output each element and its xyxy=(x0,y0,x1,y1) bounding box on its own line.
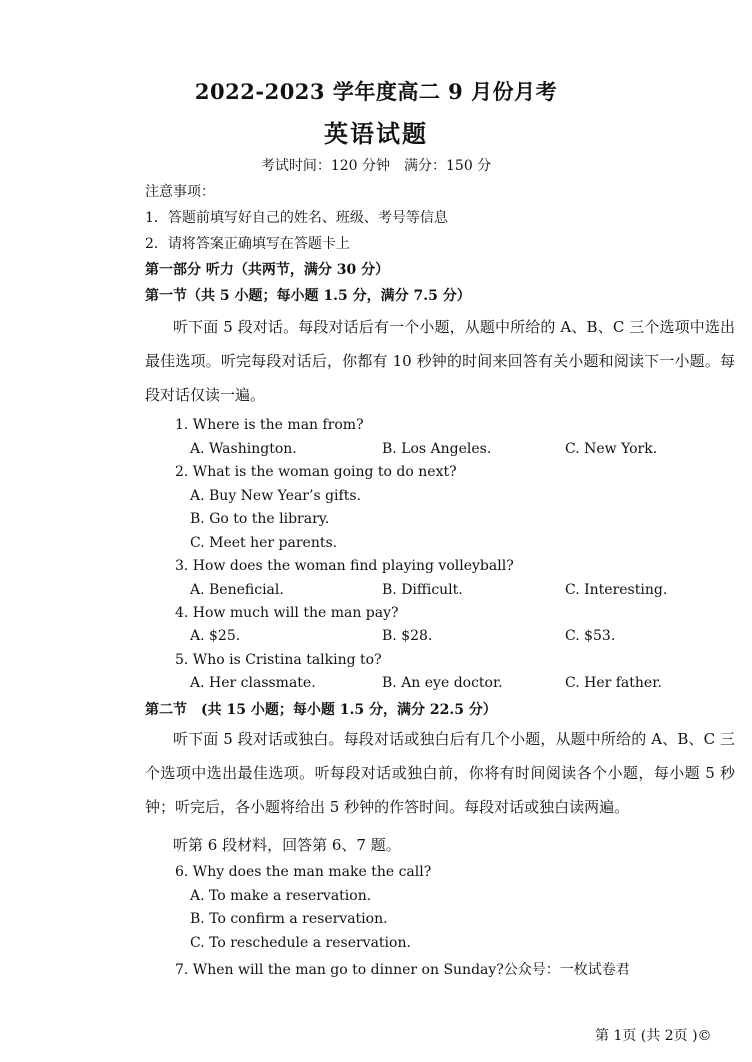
note-item-1: 1．答题前填写好自己的姓名、班级、考号等信息 xyxy=(145,210,448,226)
note-item-2: 2．请将答案正确填写在答题卡上 xyxy=(145,236,350,252)
section2-instructions: 听下面 5 段对话或独白。每段对话或独白后有几个小题，从题中所给的 A、B、C 三个选项中选出最佳选项。听每段对话或独白前，你将有时间阅读各个小题，每小题 5 秒钟；听完后，各小题将给出 5 秒钟的作答时间。每段对话或独白读两遍。 xyxy=(145,730,735,816)
question-5-option-c: C. Her father. xyxy=(565,675,662,691)
question-4-option-c: C. $53. xyxy=(565,628,616,644)
section1-heading: 第一节（共 5 小题；每小题 1.5 分，满分 7.5 分） xyxy=(145,288,471,304)
question-4-option-a: A. $25. xyxy=(190,628,241,644)
question-1-option-a: A. Washington. xyxy=(190,441,297,457)
question-3-option-c: C. Interesting. xyxy=(565,582,668,598)
question-6-stem: 6. Why does the man make the call? xyxy=(175,864,432,880)
exam-info: 考试时间：120 分钟 满分：150 分 xyxy=(260,158,492,174)
question-1-option-c: C. New York. xyxy=(565,441,658,457)
question-3-option-a: A. Beneficial. xyxy=(190,582,284,598)
question-5-stem: 5. Who is Cristina talking to? xyxy=(175,652,382,668)
question-2-option-b: B. Go to the library. xyxy=(190,511,330,527)
question-3-option-b: B. Difficult. xyxy=(382,582,463,598)
exam-title: 2022-2023 学年度高二 9 月份月考 xyxy=(194,79,558,104)
subject-title: 英语试题 xyxy=(324,119,428,148)
question-4-stem: 4. How much will the man pay? xyxy=(175,605,399,621)
part1-heading: 第一部分 听力（共两节，满分 30 分） xyxy=(145,262,390,278)
question-6-option-c: C. To reschedule a reservation. xyxy=(190,935,411,951)
material-note: 听第 6 段材料，回答第 6、7 题。 xyxy=(173,836,401,854)
question-6-option-a: A. To make a reservation. xyxy=(190,888,372,904)
section2-heading: 第二节 (共 15 小题；每小题 1.5 分，满分 22.5 分） xyxy=(145,702,497,718)
question-2-option-c: C. Meet her parents. xyxy=(190,535,338,551)
question-7-stem: 7. When will the man go to dinner on Sunday?公众号：一枚试卷君 xyxy=(175,962,630,978)
question-4-option-b: B. $28. xyxy=(382,628,433,644)
question-3-stem: 3. How does the woman find playing volleyball? xyxy=(175,558,514,574)
question-6-option-b: B. To confirm a reservation. xyxy=(190,911,388,927)
page-footer: 第 1页 (共 2页 )© xyxy=(595,1028,712,1044)
question-5-option-b: B. An eye doctor. xyxy=(382,675,503,691)
question-2-option-a: A. Buy New Year’s gifts. xyxy=(190,488,361,504)
question-1-stem: 1. Where is the man from? xyxy=(175,417,364,433)
question-5-option-a: A. Her classmate. xyxy=(190,675,316,691)
question-2-stem: 2. What is the woman going to do next? xyxy=(175,464,457,480)
section1-instructions: 听下面 5 段对话。每段对话后有一个小题，从题中所给的 A、B、C 三个选项中选出最佳选项。听完每段对话后，你都有 10 秒钟的时间来回答有关小题和阅读下一小题。每段对话仅读一遍。 xyxy=(145,318,735,404)
notes-heading: 注意事项： xyxy=(145,184,215,200)
question-1-option-b: B. Los Angeles. xyxy=(382,441,492,457)
